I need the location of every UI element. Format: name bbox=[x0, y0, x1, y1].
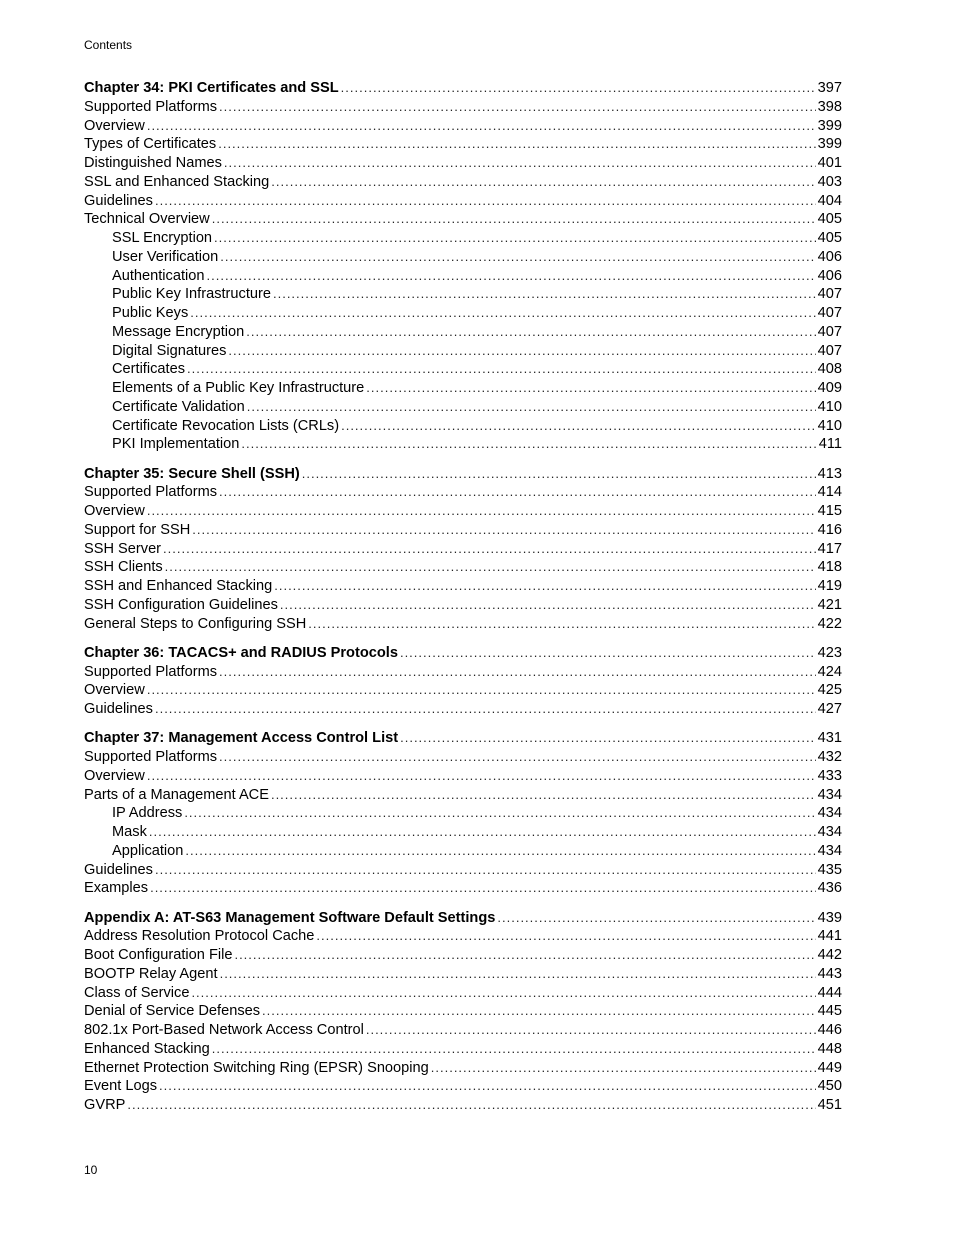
dot-leader bbox=[163, 540, 816, 559]
toc-entry-title: Mask bbox=[112, 824, 147, 840]
toc-entry-title: Certificate Validation bbox=[112, 398, 245, 415]
toc-page-number: 406 bbox=[817, 267, 842, 284]
toc-page-number: 401 bbox=[817, 155, 842, 171]
toc-entry[interactable] bbox=[84, 681, 842, 700]
dot-leader bbox=[219, 663, 816, 682]
toc-entry[interactable] bbox=[84, 577, 842, 596]
dot-leader bbox=[219, 748, 816, 767]
toc-entry[interactable] bbox=[84, 540, 842, 559]
toc-entry-title: Supported Platforms bbox=[84, 749, 218, 765]
toc-subentry[interactable] bbox=[84, 248, 842, 267]
toc-entry-title: Support for SSH bbox=[84, 521, 191, 538]
toc-entry-title: Event Logs bbox=[84, 1078, 158, 1095]
toc-subentry[interactable] bbox=[84, 360, 842, 379]
toc-section bbox=[84, 79, 842, 454]
toc-subentry[interactable] bbox=[84, 842, 842, 861]
toc-page-number: 425 bbox=[817, 682, 842, 699]
toc-entry-title: SSL Encryption bbox=[112, 230, 213, 246]
toc-page-number: 449 bbox=[817, 1059, 842, 1076]
dot-leader bbox=[192, 521, 815, 540]
toc-entry[interactable] bbox=[84, 210, 842, 229]
toc-page-number: 415 bbox=[817, 503, 842, 519]
toc-entry-title: Parts of a Management ACE bbox=[84, 786, 269, 803]
toc-page-number: 434 bbox=[817, 824, 842, 840]
toc-entry[interactable] bbox=[84, 483, 842, 502]
dot-leader bbox=[190, 304, 815, 323]
dot-leader bbox=[187, 360, 816, 379]
toc-entry[interactable] bbox=[84, 946, 842, 965]
toc-page-number: 405 bbox=[817, 211, 842, 228]
toc-entry[interactable] bbox=[84, 1077, 842, 1096]
toc-entry[interactable] bbox=[84, 98, 842, 117]
toc-entry-title: General Steps to Configuring SSH bbox=[84, 615, 307, 632]
toc-subentry[interactable] bbox=[84, 804, 842, 823]
toc-page-number: 446 bbox=[817, 1022, 842, 1038]
toc-page-number: 410 bbox=[817, 417, 842, 434]
toc-entry-title: IP Address bbox=[112, 805, 183, 822]
toc-entry[interactable] bbox=[84, 1021, 842, 1040]
dot-leader bbox=[280, 596, 816, 615]
toc-entry-title: Certificate Revocation Lists (CRLs) bbox=[112, 417, 340, 434]
dot-leader bbox=[431, 1059, 816, 1078]
toc-entry-title: Ethernet Protection Switching Ring (EPSR) Snooping bbox=[84, 1059, 429, 1076]
dot-leader bbox=[271, 786, 816, 805]
toc-page-number: 432 bbox=[817, 749, 842, 765]
dot-leader bbox=[308, 615, 815, 634]
toc-page-number: 407 bbox=[817, 305, 842, 321]
toc-page-number: 403 bbox=[817, 173, 842, 190]
toc-entry-title: Distinguished Names bbox=[84, 155, 222, 171]
toc-entry-title: Class of Service bbox=[84, 984, 190, 1001]
toc-entry-title: Supported Platforms bbox=[84, 484, 218, 501]
toc-entry-title: 802.1x Port-Based Network Access Control bbox=[84, 1022, 364, 1038]
toc-subentry[interactable] bbox=[84, 417, 842, 436]
toc-page-number: 434 bbox=[817, 842, 842, 859]
toc-entry-title: BOOTP Relay Agent bbox=[84, 965, 218, 982]
toc-entry[interactable] bbox=[84, 521, 842, 540]
toc-entry-title: Message Encryption bbox=[112, 323, 245, 340]
dot-leader bbox=[219, 483, 816, 502]
toc-entry-title: Examples bbox=[84, 880, 149, 897]
toc-entry-title: Authentication bbox=[112, 267, 205, 284]
toc-entry-title: Overview bbox=[84, 117, 145, 134]
toc-page-number: 424 bbox=[817, 663, 842, 680]
toc-entry-title: SSH and Enhanced Stacking bbox=[84, 578, 273, 594]
toc-subentry[interactable] bbox=[84, 823, 842, 842]
toc-entry[interactable] bbox=[84, 1059, 842, 1078]
toc-page-number: 451 bbox=[817, 1097, 842, 1113]
toc-page-number: 423 bbox=[817, 644, 842, 661]
toc-entry[interactable] bbox=[84, 748, 842, 767]
toc-page-number: 399 bbox=[817, 117, 842, 134]
toc-entry[interactable] bbox=[84, 965, 842, 984]
dot-leader bbox=[207, 267, 816, 286]
toc-entry-title: Supported Platforms bbox=[84, 663, 218, 680]
toc-entry-title: Denial of Service Defenses bbox=[84, 1003, 261, 1020]
toc-subentry[interactable] bbox=[84, 379, 842, 398]
dot-leader bbox=[234, 946, 815, 965]
toc-page-number: 398 bbox=[817, 98, 842, 115]
toc-entry-title: Overview bbox=[84, 503, 145, 519]
toc-page-number: 413 bbox=[817, 465, 842, 482]
toc-subentry[interactable] bbox=[84, 398, 842, 417]
dot-leader bbox=[271, 173, 815, 192]
toc-page-number: 418 bbox=[817, 559, 842, 576]
toc-entry[interactable] bbox=[84, 117, 842, 136]
dot-leader bbox=[218, 135, 815, 154]
toc-entry-title: User Verification bbox=[112, 248, 219, 265]
toc-page-number: 406 bbox=[817, 248, 842, 265]
dot-leader bbox=[219, 98, 816, 117]
toc-entry-title: Overview bbox=[84, 767, 145, 784]
toc-entry[interactable] bbox=[84, 173, 842, 192]
toc-entry-title: Overview bbox=[84, 682, 145, 699]
toc-entry-title: Enhanced Stacking bbox=[84, 1040, 210, 1057]
toc-entry-title: PKI Implementation bbox=[112, 436, 240, 453]
toc-entry[interactable] bbox=[84, 1002, 842, 1021]
toc-entry[interactable] bbox=[84, 700, 842, 719]
dot-leader bbox=[400, 644, 816, 663]
toc-chapter-entry[interactable] bbox=[84, 909, 842, 928]
toc-page-number: 399 bbox=[817, 136, 842, 153]
toc-section bbox=[84, 909, 842, 1115]
toc-entry-title: Guidelines bbox=[84, 861, 153, 878]
dot-leader bbox=[127, 1096, 815, 1115]
toc-entry-title: SSH Server bbox=[84, 540, 162, 557]
dot-leader bbox=[302, 465, 816, 484]
toc-entry[interactable] bbox=[84, 927, 842, 946]
toc-page-number: 414 bbox=[817, 484, 842, 501]
dot-leader bbox=[155, 192, 816, 211]
dot-leader bbox=[341, 417, 816, 436]
toc-entry-title: Public Keys bbox=[112, 305, 189, 321]
toc-page-number: 409 bbox=[817, 380, 842, 396]
dot-leader bbox=[400, 729, 816, 748]
toc-chapter-entry[interactable] bbox=[84, 465, 842, 484]
toc-section bbox=[84, 729, 842, 898]
toc-page-number: 450 bbox=[817, 1078, 842, 1095]
toc-page-number: 407 bbox=[817, 342, 842, 359]
toc-entry-title: Digital Signatures bbox=[112, 342, 227, 359]
dot-leader bbox=[341, 79, 816, 98]
toc-entry-title: Boot Configuration File bbox=[84, 947, 233, 963]
toc-entry[interactable] bbox=[84, 558, 842, 577]
toc-page-number: 434 bbox=[817, 805, 842, 822]
toc-entry-title: GVRP bbox=[84, 1097, 126, 1113]
dot-leader bbox=[241, 435, 816, 454]
toc-entry[interactable] bbox=[84, 502, 842, 521]
toc-chapter-entry[interactable] bbox=[84, 729, 842, 748]
toc-subentry[interactable] bbox=[84, 229, 842, 248]
dot-leader bbox=[273, 285, 816, 304]
toc-entry[interactable] bbox=[84, 1040, 842, 1059]
toc-chapter-entry[interactable] bbox=[84, 79, 842, 98]
toc-page-number: 445 bbox=[817, 1003, 842, 1020]
dot-leader bbox=[274, 577, 815, 596]
dot-leader bbox=[149, 823, 816, 842]
toc-subentry[interactable] bbox=[84, 285, 842, 304]
toc-subentry[interactable] bbox=[84, 267, 842, 286]
toc-page-number: 433 bbox=[817, 767, 842, 784]
dot-leader bbox=[214, 229, 816, 248]
dot-leader bbox=[147, 767, 816, 786]
toc-page-number: 439 bbox=[817, 909, 842, 926]
toc-entry[interactable] bbox=[84, 1096, 842, 1115]
dot-leader bbox=[150, 879, 816, 898]
dot-leader bbox=[220, 965, 816, 984]
toc-entry[interactable] bbox=[84, 767, 842, 786]
dot-leader bbox=[147, 681, 816, 700]
dot-leader bbox=[212, 210, 816, 229]
dot-leader bbox=[159, 1077, 816, 1096]
toc-page-number: 404 bbox=[817, 192, 842, 209]
dot-leader bbox=[497, 909, 815, 928]
toc-entry-title: Types of Certificates bbox=[84, 136, 217, 153]
dot-leader bbox=[366, 1021, 816, 1040]
toc-page-number: 397 bbox=[817, 80, 842, 96]
dot-leader bbox=[366, 379, 815, 398]
page-header: Contents bbox=[84, 38, 133, 52]
toc-entry-title: Public Key Infrastructure bbox=[112, 286, 271, 303]
dot-leader bbox=[220, 248, 815, 267]
toc-entry-title: Technical Overview bbox=[84, 211, 210, 228]
toc-page-number: 427 bbox=[817, 701, 842, 717]
toc-page-number: 434 bbox=[817, 786, 842, 803]
toc-entry-title: SSH Clients bbox=[84, 559, 163, 576]
dot-leader bbox=[224, 154, 816, 173]
dot-leader bbox=[228, 342, 815, 361]
toc-entry-title: SSL and Enhanced Stacking bbox=[84, 173, 270, 190]
toc-entry[interactable] bbox=[84, 154, 842, 173]
dot-leader bbox=[147, 502, 816, 521]
toc-page-number: 435 bbox=[817, 861, 842, 878]
toc-entry-title: Supported Platforms bbox=[84, 98, 218, 115]
dot-leader bbox=[184, 804, 815, 823]
toc-page-number: 417 bbox=[817, 540, 842, 557]
toc-entry-title: Guidelines bbox=[84, 192, 153, 209]
toc-page-number: 407 bbox=[817, 323, 842, 340]
toc-entry[interactable] bbox=[84, 786, 842, 805]
toc-entry-title: Guidelines bbox=[84, 701, 153, 717]
toc-page-number: 411 bbox=[818, 436, 842, 453]
toc-page-number: 443 bbox=[817, 965, 842, 982]
toc-page-number: 431 bbox=[817, 730, 842, 747]
toc-subentry[interactable] bbox=[84, 304, 842, 323]
toc-subentry[interactable] bbox=[84, 435, 842, 454]
toc-page-number: 422 bbox=[817, 615, 842, 632]
toc-page-number: 416 bbox=[817, 521, 842, 538]
toc-page-number: 407 bbox=[817, 286, 842, 303]
toc-entry[interactable] bbox=[84, 615, 842, 634]
dot-leader bbox=[212, 1040, 816, 1059]
toc-page-number: 441 bbox=[817, 928, 842, 945]
toc-page-number: 436 bbox=[817, 880, 842, 897]
toc-subentry[interactable] bbox=[84, 323, 842, 342]
table-of-contents bbox=[84, 79, 842, 1125]
toc-page-number: 442 bbox=[817, 947, 842, 963]
toc-entry-title: Chapter 34: PKI Certificates and SSL bbox=[84, 80, 339, 96]
toc-page-number: 444 bbox=[817, 984, 842, 1001]
toc-subentry[interactable] bbox=[84, 342, 842, 361]
toc-entry[interactable] bbox=[84, 984, 842, 1003]
toc-entry[interactable] bbox=[84, 192, 842, 211]
toc-entry[interactable] bbox=[84, 879, 842, 898]
toc-page-number: 410 bbox=[817, 398, 842, 415]
toc-entry-title: Chapter 37: Management Access Control List bbox=[84, 730, 399, 747]
toc-page-number: 408 bbox=[817, 361, 842, 378]
toc-entry[interactable] bbox=[84, 663, 842, 682]
toc-entry-title: Elements of a Public Key Infrastructure bbox=[112, 380, 365, 396]
toc-entry[interactable] bbox=[84, 135, 842, 154]
toc-chapter-entry[interactable] bbox=[84, 644, 842, 663]
dot-leader bbox=[191, 984, 815, 1003]
toc-page-number: 448 bbox=[817, 1040, 842, 1057]
toc-entry-title: SSH Configuration Guidelines bbox=[84, 596, 278, 613]
toc-entry-title: Application bbox=[112, 842, 184, 859]
dot-leader bbox=[262, 1002, 816, 1021]
dot-leader bbox=[185, 842, 815, 861]
dot-leader bbox=[247, 398, 816, 417]
dot-leader bbox=[155, 700, 816, 719]
toc-entry[interactable] bbox=[84, 596, 842, 615]
toc-page-number: 419 bbox=[817, 578, 842, 594]
toc-entry-title: Chapter 36: TACACS+ and RADIUS Protocols bbox=[84, 644, 398, 661]
toc-entry-title: Address Resolution Protocol Cache bbox=[84, 928, 315, 945]
dot-leader bbox=[246, 323, 815, 342]
page-number: 10 bbox=[84, 1163, 98, 1177]
dot-leader bbox=[155, 861, 816, 880]
dot-leader bbox=[165, 558, 816, 577]
toc-entry-title: Chapter 35: Secure Shell (SSH) bbox=[84, 465, 300, 482]
toc-entry-title: Appendix A: AT-S63 Management Software Default Settings bbox=[84, 909, 496, 926]
toc-entry-title: Certificates bbox=[112, 361, 185, 378]
dot-leader bbox=[147, 117, 816, 136]
dot-leader bbox=[316, 927, 815, 946]
toc-section bbox=[84, 465, 842, 634]
toc-page-number: 405 bbox=[817, 230, 842, 246]
toc-page-number: 421 bbox=[817, 596, 842, 613]
toc-section bbox=[84, 644, 842, 719]
toc-entry[interactable] bbox=[84, 861, 842, 880]
